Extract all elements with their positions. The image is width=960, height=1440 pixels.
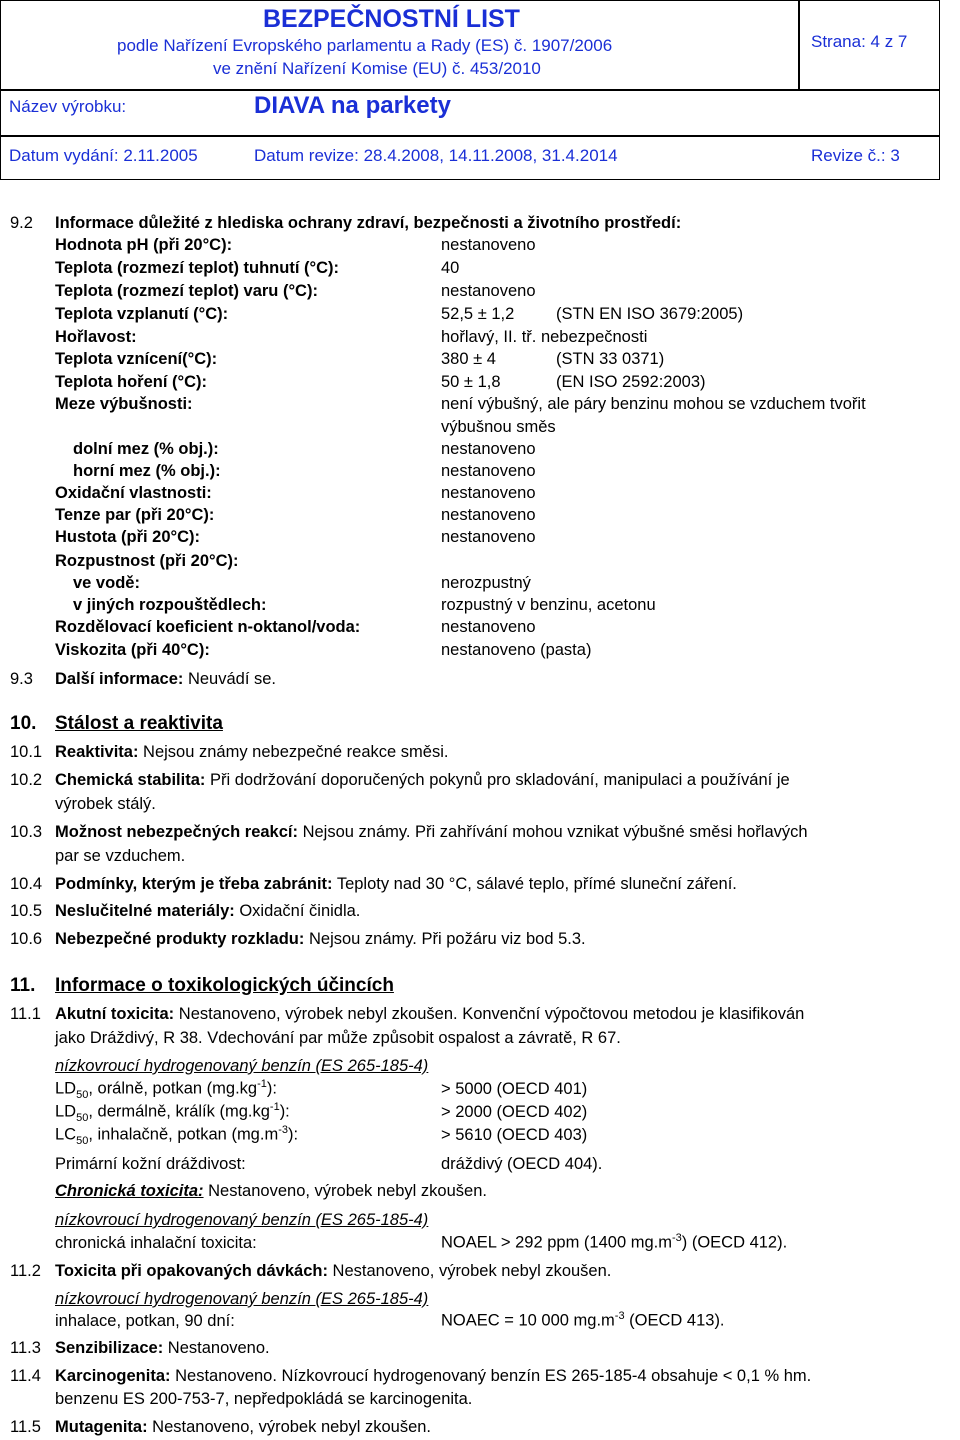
subscript: 50 [76, 1134, 89, 1147]
item-text: Nejsou známy nebezpečné reakce směsi. [138, 743, 449, 761]
property-value: není výbušný, ale páry benzinu mohou se vzduchem tvořit [441, 395, 866, 413]
section-line [55, 670, 276, 689]
property-value: nestanoveno [441, 440, 536, 458]
property-label: dolní mez (% obj.): [73, 440, 219, 458]
item-text: Nestanoveno, výrobek nebyl zkoušen. [147, 1418, 432, 1436]
lc-label: LC [55, 1125, 77, 1144]
property-reference: (EN ISO 2592:2003) [556, 373, 706, 391]
item-text: Neuvádí se. [183, 670, 277, 688]
value-part: ) (OECD 412). [681, 1233, 788, 1252]
ld-label: , orálně, potkan (mg.kg [88, 1079, 258, 1098]
item-label: Karcinogenita: [55, 1367, 171, 1385]
item-number: 10.2 [10, 771, 43, 789]
item-text: Nejsou známy. Při zahřívání mohou vznikat výbušné směsi hořlavých [297, 823, 808, 841]
property-label: Teplota hoření (°C): [55, 373, 208, 391]
property-reference: (STN 33 0371) [556, 350, 665, 368]
property-value: rozpustný v benzinu, acetonu [441, 596, 656, 614]
item-line-2: jako Dráždivý, R 38. Vdechování par může způsobit ospalost a závratě, R 67. [55, 1029, 621, 1047]
superscript: -1 [257, 1078, 267, 1090]
section-number: 10. [10, 713, 37, 734]
property-label: Oxidační vlastnosti: [55, 484, 212, 502]
ld-label: , dermálně, králík (mg.kg [88, 1102, 270, 1121]
lc-label: , inhalačně, potkan (mg.m [88, 1125, 279, 1144]
item-label: Mutagenita: [55, 1418, 148, 1436]
item-text: Nestanoveno. Nízkovroucí hydrogenovaný benzín ES 265-185-4 obsahuje < 0,1 % hm. [170, 1367, 812, 1385]
property-label: Teplota vzplanutí (°C): [55, 305, 229, 323]
item-label: Senzibilizace: [55, 1339, 164, 1357]
item-text: Při dodržování doporučených pokynů pro skladování, manipulaci a používání je [205, 771, 790, 789]
item-label: Neslučitelné materiály: [55, 902, 235, 920]
property-label: ve vodě: [73, 574, 140, 592]
issue-date: Datum vydání: 2.11.2005 [9, 146, 198, 165]
section-title: Informace o toxikologických účincích [55, 975, 394, 996]
product-name: DIAVA na parkety [254, 92, 451, 119]
item-label: Reaktivita: [55, 743, 139, 761]
superscript: -3 [614, 1310, 625, 1322]
irritation-value: dráždivý (OECD 404). [441, 1155, 603, 1173]
property-label: Teplota vznícení(°C): [55, 350, 218, 368]
lc-inhal-label [55, 1124, 298, 1147]
item-number: 10.5 [10, 902, 43, 920]
item-label: Podmínky, kterým je třeba zabránit: [55, 875, 333, 893]
item-line [55, 930, 586, 949]
header-divider [1, 135, 939, 137]
ld-label: LD [55, 1079, 77, 1098]
item-line-2: benzenu ES 200-753-7, nepředpokládá se karcinogenita. [55, 1390, 473, 1408]
property-value: 50 ± 1,8 [441, 373, 501, 391]
section-number: 11. [10, 975, 36, 996]
value-part: NOAEL > 292 ppm (1400 mg.m [441, 1233, 672, 1252]
superscript: -3 [671, 1232, 682, 1244]
section-title: Stálost a reaktivita [55, 713, 223, 734]
item-line-2: výrobek stálý. [55, 795, 156, 813]
property-label: horní mez (% obj.): [73, 462, 221, 480]
item-text: Nestanoveno, výrobek nebyl zkoušen. [327, 1262, 612, 1280]
item-label: Akutní toxicita: [55, 1005, 175, 1023]
property-value: nestanoveno (pasta) [441, 641, 592, 659]
ld-label: ): [266, 1079, 277, 1098]
property-label: Viskozita (při 40°C): [55, 641, 210, 659]
substance-name: nízkovroucí hydrogenovaný benzín (ES 265-185-4) [55, 1211, 429, 1229]
item-label: Nebezpečné produkty rozkladu: [55, 930, 305, 948]
chronic-label: Chronická toxicita: [55, 1182, 204, 1200]
item-line [55, 875, 737, 894]
header-box [0, 0, 940, 180]
inhal-value [441, 1310, 725, 1331]
item-line [55, 1418, 431, 1437]
item-text: Nestanoveno. [163, 1339, 270, 1357]
product-label: Název výrobku: [9, 97, 127, 116]
item-text: Nejsou známy. Při požáru viz bod 5.3. [304, 930, 586, 948]
revision-dates: Datum revize: 28.4.2008, 14.11.2008, 31.4.2014 [254, 146, 618, 165]
subscript: 50 [76, 1111, 89, 1124]
chronic-inhal-value [441, 1232, 787, 1253]
ld-dermal-label [55, 1101, 290, 1124]
item-line [55, 743, 448, 762]
item-line [55, 1262, 611, 1281]
item-number: 10.3 [10, 823, 43, 841]
page-number: Strana: 4 z 7 [811, 32, 908, 51]
header-divider [798, 1, 800, 89]
property-value: nestanoveno [441, 528, 536, 546]
item-label: Chemická stabilita: [55, 771, 206, 789]
item-text: Oxidační činidla. [234, 902, 361, 920]
ld-label: ): [279, 1102, 290, 1121]
property-value: nestanoveno [441, 282, 536, 300]
revision-number: Revize č.: 3 [811, 146, 900, 165]
inhal-label: inhalace, potkan, 90 dní: [55, 1312, 235, 1330]
item-number: 11.5 [10, 1418, 41, 1436]
regulation-line-2: ve znění Nařízení Komise (EU) č. 453/2010 [213, 59, 541, 78]
property-label: Tenze par (při 20°C): [55, 506, 215, 524]
regulation-line-1: podle Nařízení Evropského parlamentu a Rady (ES) č. 1907/2006 [117, 36, 613, 55]
item-line [55, 1367, 811, 1386]
item-label: Další informace: [55, 670, 184, 688]
property-value: 40 [441, 259, 460, 277]
item-line [55, 1339, 270, 1358]
item-line [55, 823, 808, 842]
item-number: 11.1 [10, 1005, 41, 1023]
lc-label: ): [287, 1125, 299, 1144]
section-title: Informace důležité z hlediska ochrany zdraví, bezpečnosti a životního prostředí: [55, 214, 682, 232]
property-reference: (STN EN ISO 3679:2005) [556, 305, 744, 323]
superscript: -1 [269, 1101, 280, 1113]
property-label: Hodnota pH (při 20°C): [55, 236, 233, 254]
item-number: 11.2 [10, 1262, 41, 1280]
property-value: nestanoveno [441, 484, 536, 502]
chronic-text: Nestanoveno, výrobek nebyl zkoušen. [203, 1182, 487, 1200]
property-label: v jiných rozpouštědlech: [73, 596, 267, 614]
ld-label: LD [55, 1102, 77, 1121]
item-line [55, 1005, 804, 1024]
item-text: Teploty nad 30 °C, sálavé teplo, přímé sluneční záření. [332, 875, 737, 893]
ld-dermal-value: > 2000 (OECD 402) [441, 1103, 588, 1121]
item-number: 10.6 [10, 930, 43, 948]
ld-oral-value: > 5000 (OECD 401) [441, 1080, 588, 1098]
lc-inhal-value: > 5610 (OECD 403) [441, 1126, 588, 1144]
property-value: nestanoveno [441, 506, 536, 524]
property-value: nestanoveno [441, 236, 536, 254]
item-label: Možnost nebezpečných reakcí: [55, 823, 298, 841]
property-label: Rozpustnost (při 20°C): [55, 552, 239, 570]
chronic-line [55, 1182, 487, 1201]
property-label: Hořlavost: [55, 328, 137, 346]
property-label: Teplota (rozmezí teplot) tuhnutí (°C): [55, 259, 339, 277]
property-label: Hustota (při 20°C): [55, 528, 201, 546]
property-value: 380 ± 4 [441, 350, 496, 368]
item-label: Toxicita při opakovaných dávkách: [55, 1262, 328, 1280]
section-number: 9.3 [10, 670, 33, 688]
superscript: -3 [278, 1124, 288, 1136]
property-value: nestanoveno [441, 618, 536, 636]
item-number: 10.1 [10, 743, 43, 761]
property-value: 52,5 ± 1,2 [441, 305, 515, 323]
item-line [55, 771, 790, 790]
item-text: Nestanoveno, výrobek nebyl zkoušen. Konvenční výpočtovou metodou je klasifikován [174, 1005, 805, 1023]
value-part: NOAEC = 10 000 mg.m [441, 1311, 615, 1330]
property-label: Rozdělovací koeficient n-oktanol/voda: [55, 618, 361, 636]
item-number: 10.4 [10, 875, 43, 893]
item-number: 11.3 [10, 1339, 41, 1357]
property-value: výbušnou směs [441, 418, 556, 436]
property-label: Meze výbušnosti: [55, 395, 193, 413]
value-part: (OECD 413). [624, 1311, 725, 1330]
property-label: Teplota (rozmezí teplot) varu (°C): [55, 282, 318, 300]
irritation-label: Primární kožní dráždivost: [55, 1155, 246, 1173]
property-value: nestanoveno [441, 462, 536, 480]
substance-name: nízkovroucí hydrogenovaný benzín (ES 265-185-4) [55, 1057, 429, 1075]
subscript: 50 [76, 1088, 89, 1101]
item-line [55, 902, 360, 921]
ld-oral-label [55, 1078, 277, 1101]
document-title: BEZPEČNOSTNÍ LIST [263, 5, 520, 33]
property-value: hořlavý, II. tř. nebezpečnosti [441, 328, 648, 346]
header-divider [1, 89, 939, 91]
item-number: 11.4 [10, 1367, 41, 1385]
substance-name: nízkovroucí hydrogenovaný benzín (ES 265-185-4) [55, 1290, 429, 1308]
item-line-2: par se vzduchem. [55, 847, 186, 865]
property-value: nerozpustný [441, 574, 531, 592]
chronic-inhal-label: chronická inhalační toxicita: [55, 1234, 257, 1252]
section-number: 9.2 [10, 214, 33, 232]
